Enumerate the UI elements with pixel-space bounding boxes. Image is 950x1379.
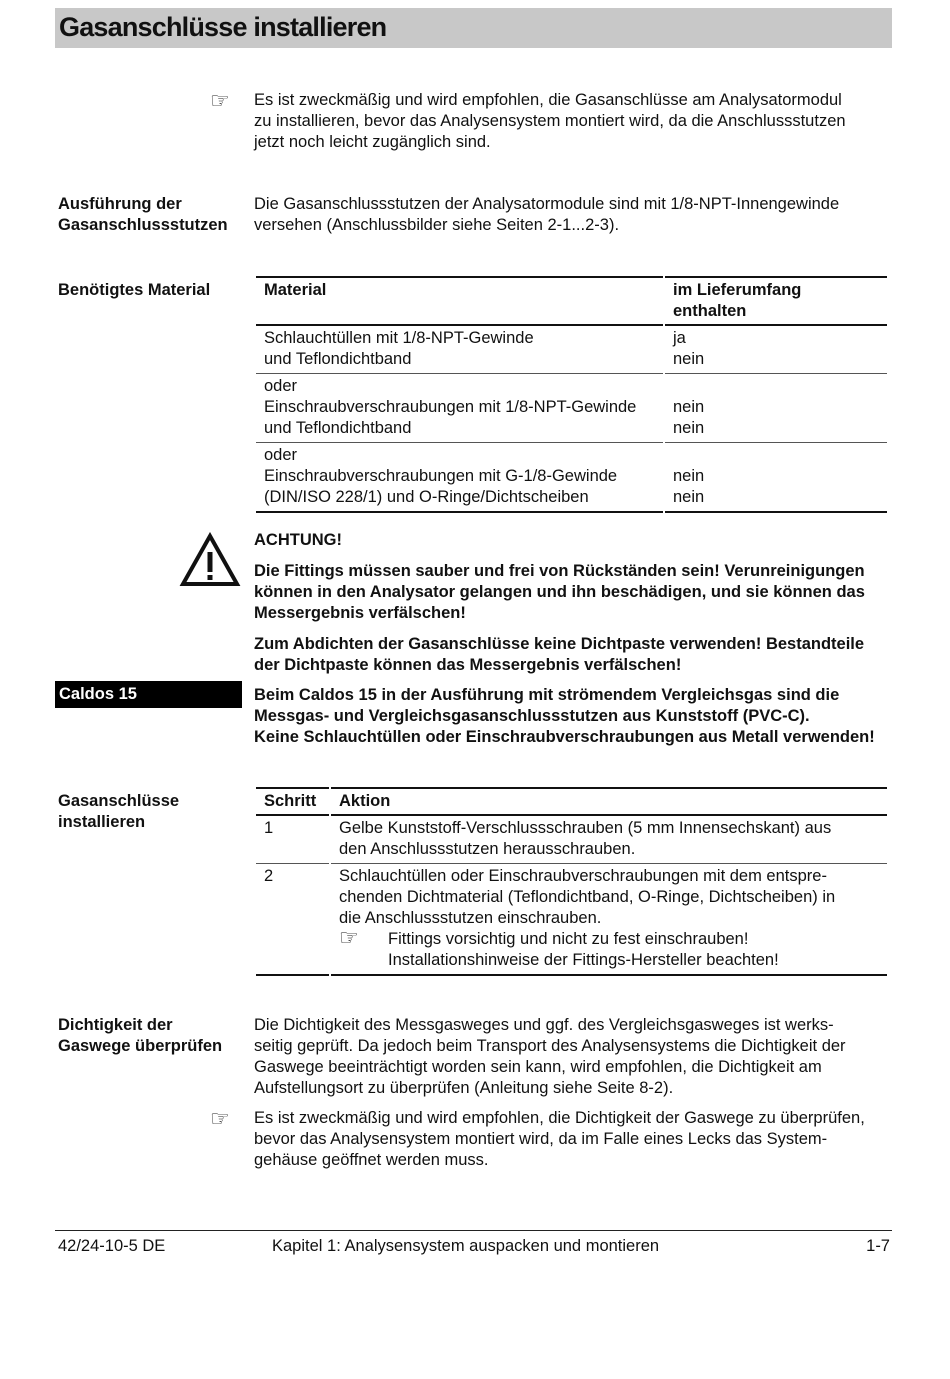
note-intro	[254, 90, 894, 153]
cell-line: die Anschlussstutzen einschrauben.	[339, 909, 602, 927]
included-cell	[664, 443, 887, 513]
footer-chapter: Kapitel 1: Analysensystem auspacken und montieren	[272, 1237, 660, 1255]
included-cell	[664, 374, 887, 443]
cell-line: und Teflondichtband	[264, 419, 412, 437]
section-label-line: Gaswege überprüfen	[58, 1037, 223, 1055]
caldos-text	[254, 685, 914, 748]
section-label-line: Gasanschlüsse	[58, 792, 180, 810]
note-intro-line: zu installieren, bevor das Analysensystem montiert wird, da die Anschlussstutzen	[254, 112, 846, 130]
note-intro-line: Es ist zweckmäßig und wird empfohlen, die Gasanschlüsse am Analysatormodul	[254, 91, 842, 109]
cell-line: nein	[673, 419, 705, 437]
cell-line: chenden Dichtmaterial (Teflondichtband, O-Ringe, Dichtscheiben) in	[339, 888, 836, 906]
cell-line: oder	[264, 377, 298, 395]
cell-line: (DIN/ISO 228/1) und O-Ringe/Dichtscheiben	[264, 488, 589, 506]
pointing-hand-icon: ☞	[210, 88, 230, 113]
note-line: gehäuse geöffnet werden muss.	[254, 1151, 489, 1169]
column-header-included: im Lieferumfang enthalten	[664, 277, 887, 325]
cell-line: den Anschlussstutzen herausschrauben.	[339, 840, 636, 858]
table-row	[256, 325, 887, 374]
table-header-row	[256, 788, 887, 815]
paragraph-line: seitig geprüft. Da jedoch beim Transport des Analysensystems die Dichtigkeit der	[254, 1037, 846, 1055]
cell-line: Gelbe Kunststoff-Verschlussschrauben (5 mm Innensechskant) aus	[339, 819, 832, 837]
section-text-dichtigkeit	[254, 1015, 894, 1099]
table-header-row	[256, 277, 887, 325]
cell-line	[673, 376, 879, 397]
warning-line: können in den Analysator gelangen und ihn beschädigen, und sie können das	[254, 583, 865, 601]
cell-line: Einschraubverschraubungen mit 1/8-NPT-Gewinde	[264, 398, 637, 416]
section-label-install	[58, 791, 243, 833]
included-cell	[664, 325, 887, 374]
material-table	[256, 276, 887, 513]
table-row	[256, 374, 887, 443]
section-label-material: Benötigtes Material	[58, 281, 211, 299]
note-line: Es ist zweckmäßig und wird empfohlen, die Dichtigkeit der Gaswege zu überprüfen,	[254, 1109, 865, 1127]
section-label-dichtigkeit	[58, 1015, 243, 1057]
table-row	[256, 864, 887, 976]
warning-heading: ACHTUNG!	[254, 531, 342, 549]
table-row	[256, 815, 887, 864]
cell-line: Schlauchtüllen oder Einschraubverschraubungen mit dem entspre-	[339, 867, 827, 885]
paragraph-line: versehen (Anschlussbilder siehe Seiten 2-1...2-3).	[254, 216, 620, 234]
cell-line: Schlauchtüllen mit 1/8-NPT-Gewinde	[264, 329, 534, 347]
warning-triangle-icon	[179, 532, 241, 588]
material-cell	[256, 443, 664, 513]
steps-table	[256, 787, 887, 976]
warning-line: Die Fittings müssen sauber und frei von Rückständen sein! Verunreinigungen	[254, 562, 865, 580]
cell-line: oder	[264, 446, 298, 464]
note-line: Fittings vorsichtig und nicht zu fest einschrauben!	[388, 930, 749, 948]
caldos-line: Messgas- und Vergleichsgasanschlussstutzen aus Kunststoff (PVC-C).	[254, 707, 810, 725]
cell-line: nein	[673, 488, 705, 506]
cell-line: nein	[673, 350, 705, 368]
cell-line: nein	[673, 398, 705, 416]
warning-block	[254, 530, 894, 676]
section-label-line: Dichtigkeit der	[58, 1016, 173, 1034]
note-line: bevor das Analysensystem montiert wird, da im Falle eines Lecks das System-	[254, 1130, 828, 1148]
note-line: Installationshinweise der Fittings-Hersteller beachten!	[388, 951, 779, 969]
caldos-line: Keine Schlauchtüllen oder Einschraubverschraubungen aus Metall verwenden!	[254, 728, 875, 746]
footer-doc-id: 42/24-10-5 DE	[58, 1237, 166, 1255]
section-label-line: Ausführung der	[58, 195, 182, 213]
title-bar	[55, 8, 892, 48]
caldos-line: Beim Caldos 15 in der Ausführung mit strömendem Vergleichsgas sind die	[254, 686, 840, 704]
section-label-line: installieren	[58, 813, 146, 831]
note-dichtigkeit	[254, 1108, 894, 1171]
pointing-hand-icon: ☞	[339, 925, 359, 950]
table-row	[256, 443, 887, 513]
cell-line: ja	[673, 329, 686, 347]
cell-line	[673, 445, 879, 466]
step-note	[339, 925, 879, 971]
material-cell	[256, 325, 664, 374]
section-text-ausfuehrung	[254, 194, 894, 236]
paragraph-line: Die Gasanschlussstutzen der Analysatormodule sind mit 1/8-NPT-Innengewinde	[254, 195, 840, 213]
step-number: 2	[264, 867, 274, 885]
section-label-ausfuehrung	[58, 194, 243, 236]
step-action	[330, 815, 887, 864]
caldos-label-bar	[55, 681, 242, 708]
note-intro-line: jetzt noch leicht zugänglich sind.	[254, 133, 491, 151]
paragraph-line: Aufstellungsort zu überprüfen (Anleitung siehe Seite 8-2).	[254, 1079, 674, 1097]
cell-line: und Teflondichtband	[264, 350, 412, 368]
cell-line: Einschraubverschraubungen mit G-1/8-Gewinde	[264, 467, 618, 485]
footer-page-number: 1-7	[866, 1237, 890, 1255]
caldos-label: Caldos 15	[59, 685, 137, 703]
pointing-hand-icon: ☞	[210, 1106, 230, 1131]
column-header-material: Material	[264, 281, 327, 299]
step-action	[330, 864, 887, 976]
warning-line: Messergebnis verfälschen!	[254, 604, 466, 622]
paragraph-line: Die Dichtigkeit des Messgasweges und ggf. des Vergleichsgasweges ist werks-	[254, 1016, 834, 1034]
paragraph-line: Gaswege beeinträchtigt worden sein kann, wird empfohlen, die Dichtigkeit am	[254, 1058, 822, 1076]
column-header-step: Schritt	[264, 792, 317, 810]
section-label-line: Gasanschlussstutzen	[58, 216, 228, 234]
column-header-action: Aktion	[330, 788, 887, 815]
material-cell	[256, 374, 664, 443]
cell-line: nein	[673, 467, 705, 485]
step-number: 1	[264, 819, 274, 837]
warning-line: der Dichtpaste können das Messergebnis verfälschen!	[254, 656, 682, 674]
footer-divider	[55, 1230, 892, 1231]
page-title: Gasanschlüsse installieren	[59, 12, 387, 42]
warning-line: Zum Abdichten der Gasanschlüsse keine Dichtpaste verwenden! Bestandteile	[254, 635, 865, 653]
